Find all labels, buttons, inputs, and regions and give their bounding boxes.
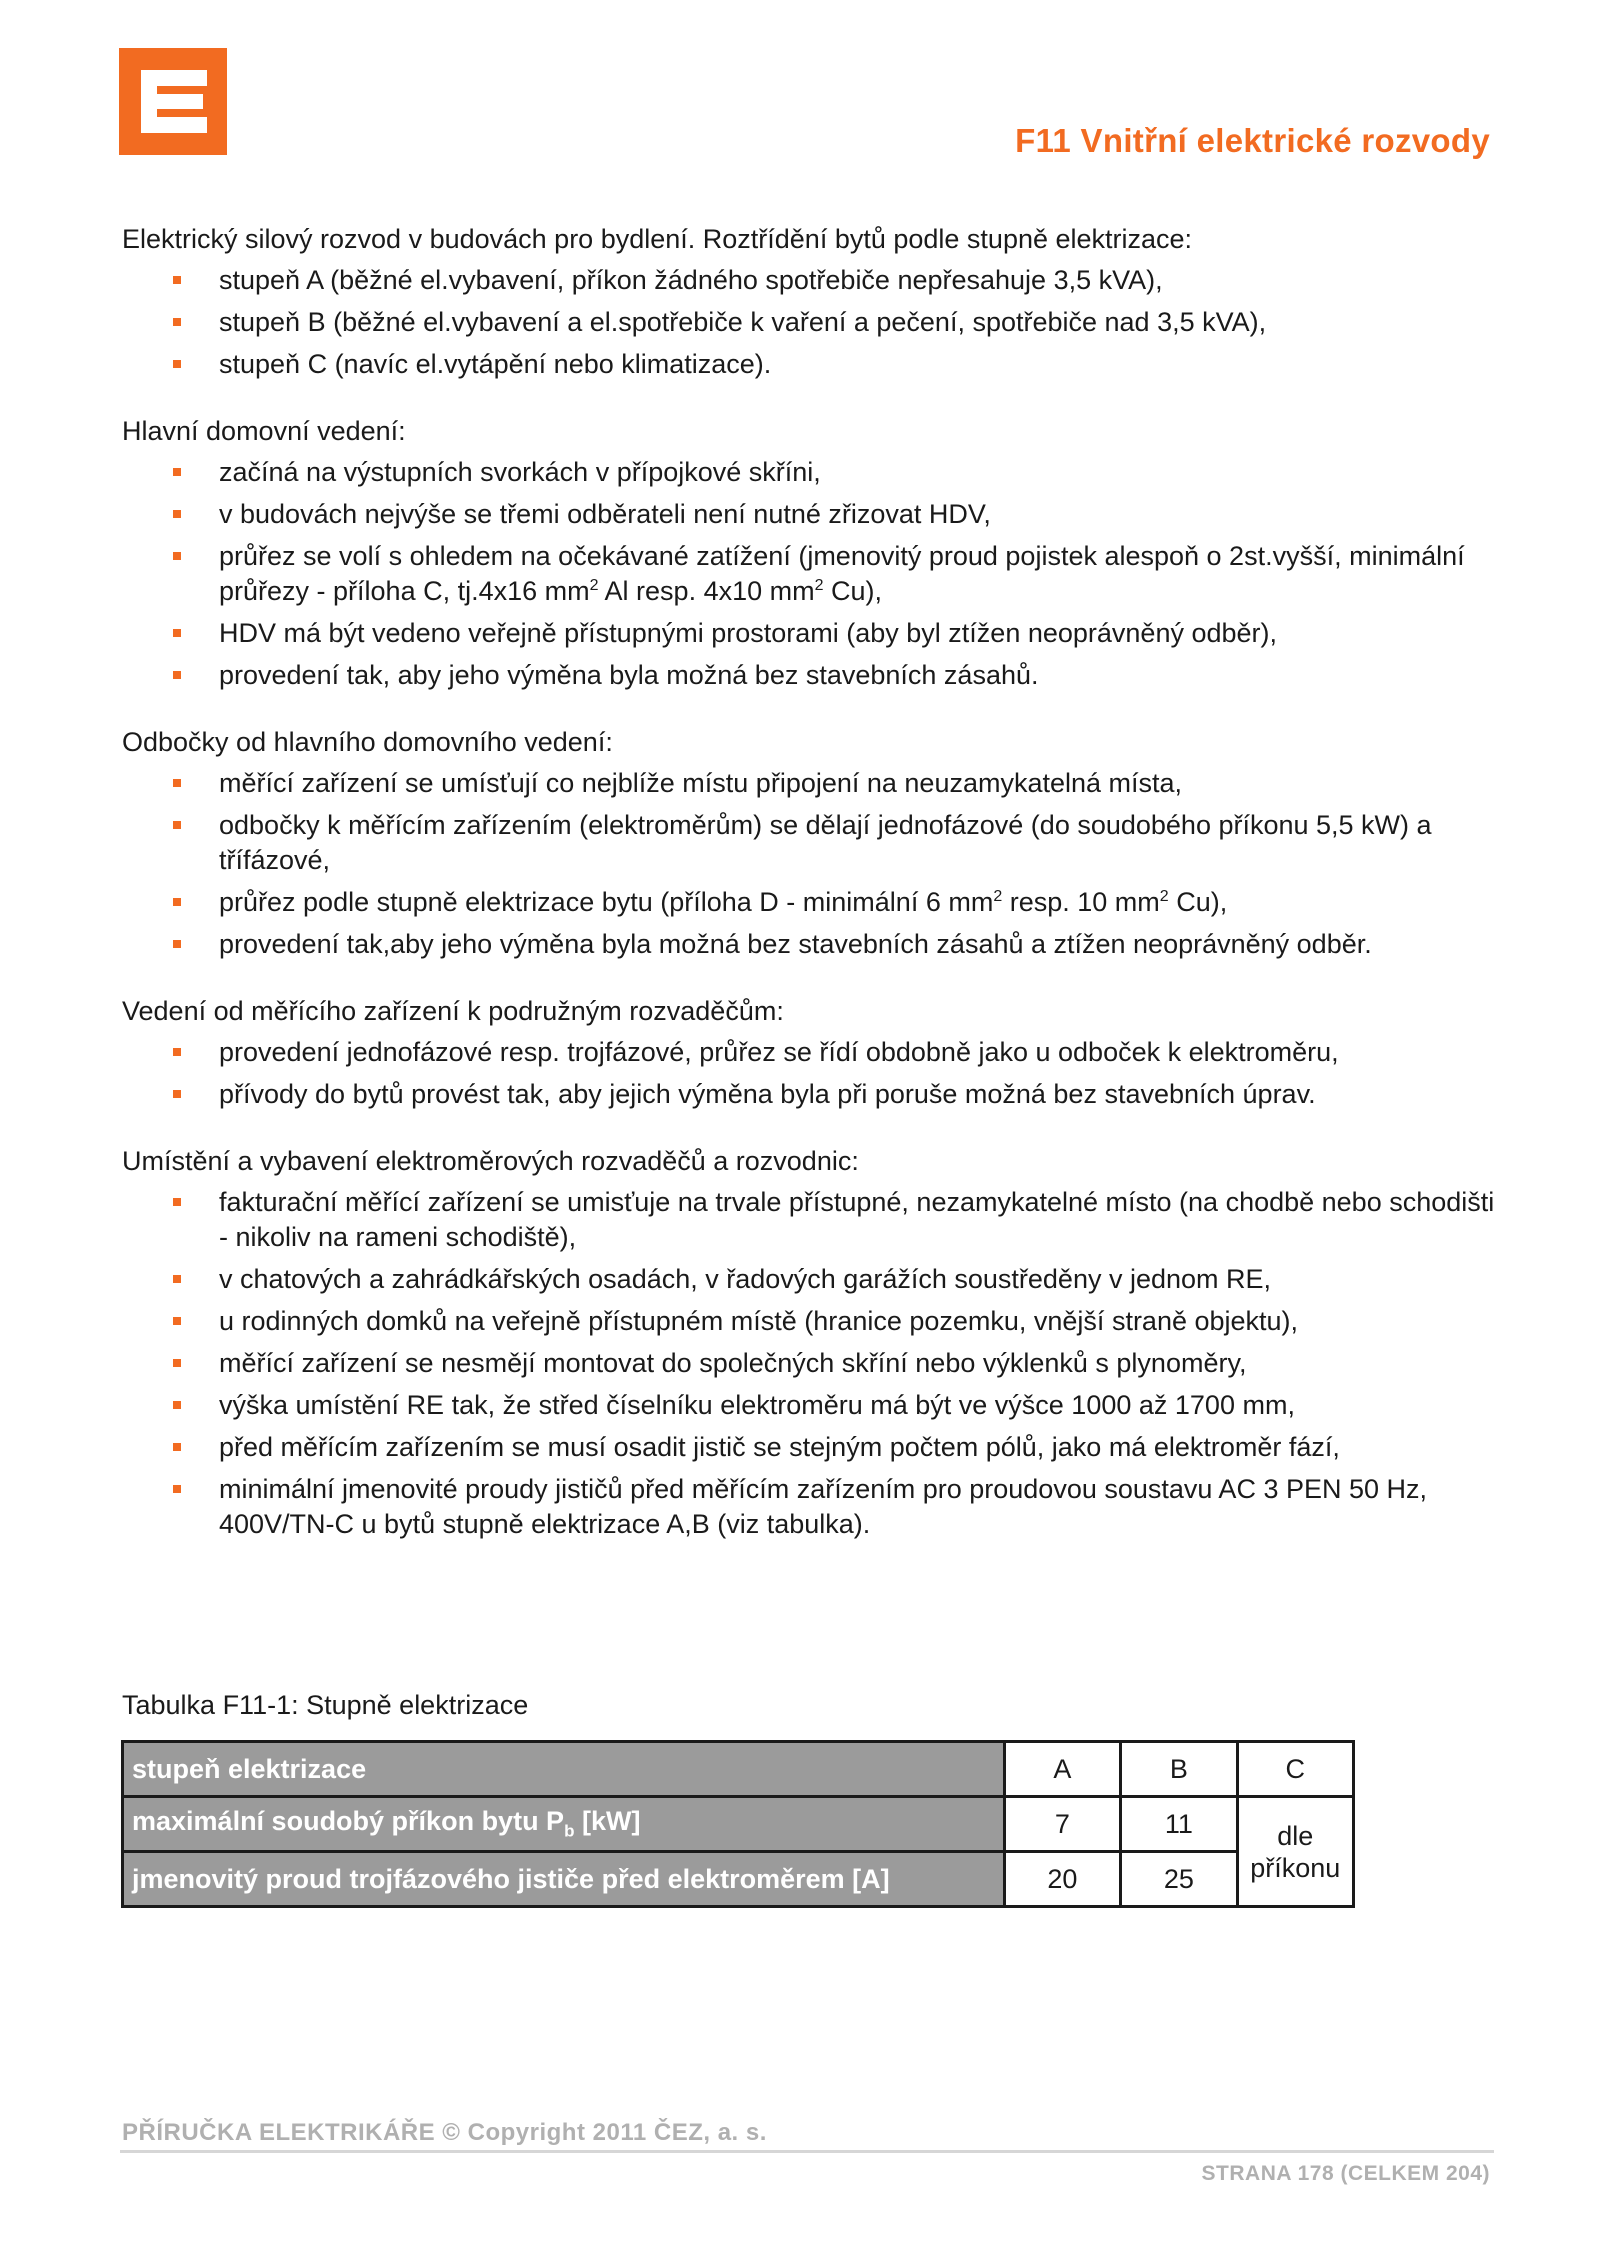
footer-copyright: PŘÍRUČKA ELEKTRIKÁŘE © Copyright 2011 ČEZ, a. s. (122, 2119, 767, 2146)
list-item: v budovách nejvýše se třemi odběrateli není nutné zřizovat HDV, (122, 497, 1502, 532)
footer-page-number: STRANA 178 (CELKEM 204) (1201, 2162, 1490, 2185)
list-item: měřící zařízení se umísťují co nejblíže místu připojení na neuzamykatelná místa, (122, 766, 1502, 801)
list-item: začíná na výstupních svorkách v přípojkové skříni, (122, 455, 1502, 490)
table-cell: 20 (1004, 1852, 1120, 1907)
list-item: provedení tak, aby jeho výměna byla možná bez stavebních zásahů. (122, 658, 1502, 693)
page-title: F11 Vnitřní elektrické rozvody (1015, 122, 1490, 159)
row-header: maximální soudobý příkon bytu $P_b$ [kW] (123, 1797, 1005, 1852)
list-item: stupeň B (běžné el.vybavení a el.spotřebiče k vaření a pečení, spotřebiče nad 3,5 kVA), (122, 305, 1502, 340)
section-branches (122, 725, 1502, 962)
list-item: minimální jmenovité proudy jističů před měřícím zařízením pro proudovou soustavu AC 3 PEN 50 Hz, 400V/TN-C u bytů stupně elektrizace A,B (viz tabulka). (122, 1472, 1502, 1542)
list-item: odbočky k měřícím zařízením (elektroměrům) se dělají jednofázové (do soudobého příkonu 5,5 kW) a třífázové, (122, 808, 1502, 878)
list-item: průřez podle stupně elektrizace bytu (příloha D - minimální 6 $mm^2$ resp. 10 $mm^2$ Cu), (122, 885, 1502, 920)
section-meter-boxes (122, 1144, 1502, 1542)
bullet-list (122, 766, 1502, 962)
section-intro: Umístění a vybavení elektroměrových rozvaděčů a rozvodnic: (122, 1146, 859, 1176)
list-item: stupeň A (běžné el.vybavení, příkon žádného spotřebiče nepřesahuje 3,5 kVA), (122, 263, 1502, 298)
section-intro: Hlavní domovní vedení: (122, 416, 406, 446)
table-caption: Tabulka F11-1: Stupně elektrizace (122, 1690, 529, 1720)
cez-logo-icon (119, 48, 227, 155)
section-electrification (122, 222, 1502, 382)
list-item: fakturační měřící zařízení se umisťuje na trvale přístupné, nezamykatelné místo (na chodbě nebo schodišti - nikoliv na rameni schodiště), (122, 1185, 1502, 1255)
section-intro: Odbočky od hlavního domovního vedení: (122, 727, 613, 757)
list-item: v chatových a zahrádkářských osadách, v řadových garážích soustředěny v jednom RE, (122, 1262, 1502, 1297)
bullet-list (122, 1035, 1502, 1112)
list-item: přívody do bytů provést tak, aby jejich výměna byla při poruše možná bez stavebních úprav. (122, 1077, 1502, 1112)
list-item: měřící zařízení se nesmějí montovat do společných skříní nebo výklenků s plynoměry, (122, 1346, 1502, 1381)
table-row (123, 1852, 1354, 1907)
list-item: provedení tak,aby jeho výměna byla možná bez stavebních zásahů a ztížen neoprávněný odběr. (122, 927, 1502, 962)
bullet-list (122, 1185, 1502, 1542)
row-header: stupeň elektrizace (123, 1742, 1005, 1797)
bullet-list (122, 263, 1502, 382)
main-content (122, 222, 1502, 1574)
list-item: výška umístění RE tak, že střed číselníku elektroměru má být ve výšce 1000 až 1700 mm, (122, 1388, 1502, 1423)
section-intro: Elektrický silový rozvod v budovách pro bydlení. Roztřídění bytů podle stupně elektrizace: (122, 224, 1193, 254)
electrification-table (121, 1740, 1355, 1908)
table-row (123, 1797, 1354, 1852)
bullet-list (122, 455, 1502, 693)
list-item: HDV má být vedeno veřejně přístupnými prostorami (aby byl ztížen neoprávněný odběr), (122, 616, 1502, 651)
footer-divider (120, 2150, 1494, 2153)
list-item: stupeň C (navíc el.vytápění nebo klimatizace). (122, 347, 1502, 382)
table-row (123, 1742, 1354, 1797)
table-cell: A (1004, 1742, 1120, 1797)
table-cell: 25 (1121, 1852, 1237, 1907)
list-item: u rodinných domků na veřejně přístupném místě (hranice pozemku, vnější straně objektu), (122, 1304, 1502, 1339)
table-cell: 7 (1004, 1797, 1120, 1852)
list-item: provedení jednofázové resp. trojfázové, průřez se řídí obdobně jako u odboček k elektroměru, (122, 1035, 1502, 1070)
list-item: před měřícím zařízením se musí osadit jistič se stejným počtem pólů, jako má elektroměr fází, (122, 1430, 1502, 1465)
section-intro: Vedení od měřícího zařízení k podružným rozvaděčům: (122, 996, 784, 1026)
row-header: jmenovitý proud trojfázového jističe před elektroměrem [A] (123, 1852, 1005, 1907)
table-cell: B (1121, 1742, 1237, 1797)
section-main-house-line (122, 414, 1502, 693)
list-item: průřez se volí s ohledem na očekávané zatížení (jmenovitý proud pojistek alespoň o 2st.vyšší, minimální průřezy - příloha C, tj.4x16 $mm^2$ Al resp. 4x10 $mm^2$ Cu), (122, 539, 1502, 609)
table-cell-merged: dle příkonu (1237, 1797, 1353, 1907)
section-meter-lines (122, 994, 1502, 1112)
table-cell: 11 (1121, 1797, 1237, 1852)
table-cell: C (1237, 1742, 1353, 1797)
